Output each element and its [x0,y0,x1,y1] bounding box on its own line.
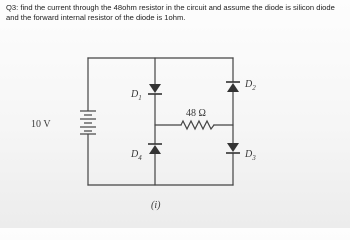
d3-label: $D_3$ [245,149,256,162]
diode-d3-icon [226,143,240,153]
source-voltage-label: 10 V [31,119,51,130]
figure-caption: (i) [151,200,161,211]
diode-d1-icon [148,84,162,94]
d4-label: $D_4$ [131,149,142,162]
resistor-value-label: 48 Ω [186,108,206,119]
diode-d4-icon [148,144,162,154]
battery-icon [80,111,96,134]
d1-label: $D_1$ [131,89,142,102]
question-text: Q3: find the current through the 48ohm resistor in the circuit and assume the diode is silicon diode and the forward internal resistor of the diode is 1ohm. [6,3,335,22]
diode-d2-icon [226,82,240,92]
d2-label: $D_2$ [245,79,256,92]
resistor-48-ohm [181,121,214,129]
